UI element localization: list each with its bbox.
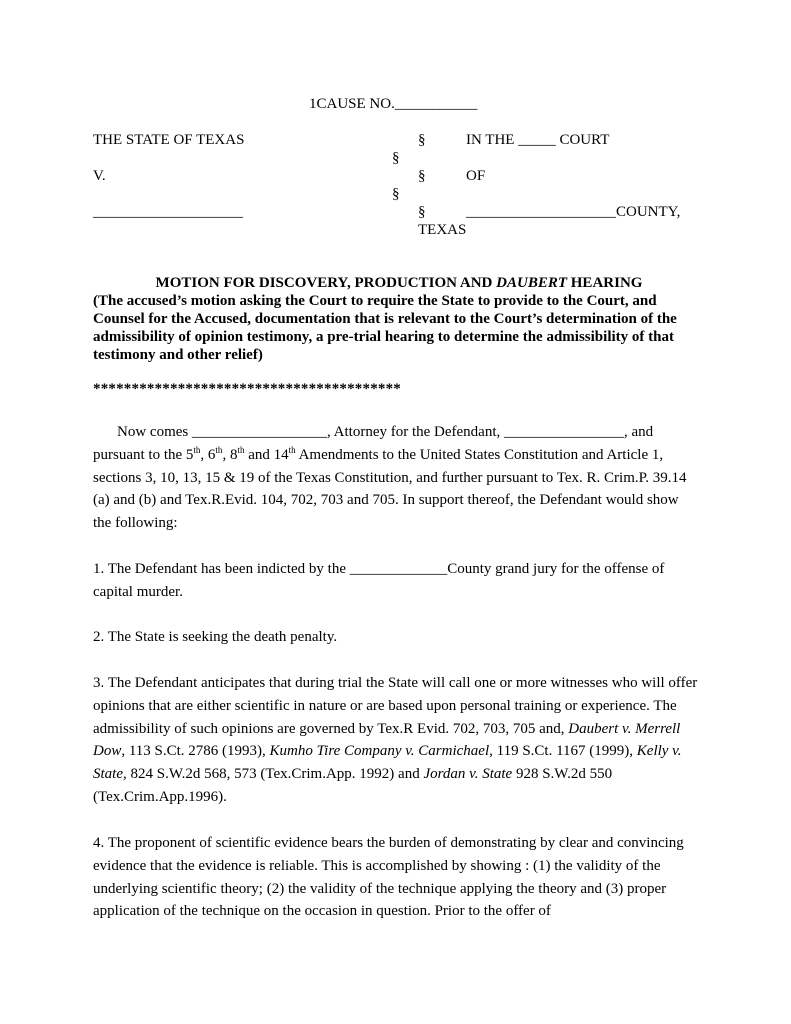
paragraph-1: 1. The Defendant has been indicted by the _____________County grand jury for the offense of capital murder. xyxy=(93,561,665,600)
paragraph-2: 2. The State is seeking the death penalty. xyxy=(93,629,338,645)
separator-line: **************************************** xyxy=(93,381,401,397)
motion-heading xyxy=(93,274,705,364)
section-mark: § xyxy=(392,186,400,202)
caption-texas: TEXAS xyxy=(418,222,467,238)
section-mark: § xyxy=(418,168,426,184)
paragraph-3: 3. The Defendant anticipates that during trial the State will call one or more witnesses who will offer opinions that are either scientific in nature or are based upon personal training or experience. The admissibility of such opinions are governed by Tex.R Evid. 702, 703, 705 and, Daubert v. Merrell Dow, 113 S.Ct. 2786 (1993), Kumho Tire Company v. Carmichael, 119 S.Ct. 1167 (1999), Kelly v. State, 824 S.W.2d 568, 573 (Tex.Crim.App. 1992) and Jordan v. State 928 S.W.2d 550 (Tex.Crim.App.1996). xyxy=(93,675,698,805)
caption-state: THE STATE OF TEXAS xyxy=(93,132,245,148)
caption-versus: V. xyxy=(93,168,106,184)
motion-subtitle: (The accused’s motion asking the Court to require the State to provide to the Court, and Counsel for the Accused, documentation that is relevant to the Court’s determination of the admissibility of opinion testimony, a pre-trial hearing to determine the admissibility of that testimony and other relief) xyxy=(93,293,677,363)
paragraph-4: 4. The proponent of scientific evidence bears the burden of demonstrating by clear and convincing evidence that the evidence is reliable. This is accomplished by showing : (1) the validity of the underlying scientific theory; (2) the validity of the technique applying the theory and (3) proper application of the technique on the occasion in question. Prior to the offer of xyxy=(93,835,684,920)
section-mark: § xyxy=(418,132,426,148)
motion-title: MOTION FOR DISCOVERY, PRODUCTION AND DAUBERT HEARING xyxy=(155,275,643,291)
caption-defendant-blank: ____________________ xyxy=(93,204,243,220)
caption-of: OF xyxy=(466,168,486,184)
section-mark: § xyxy=(418,204,426,220)
cause-number: 1CAUSE NO.___________ xyxy=(309,96,478,112)
caption-county: ____________________COUNTY, xyxy=(466,204,681,220)
section-mark: § xyxy=(392,150,400,166)
intro-paragraph: Now comes __________________, Attorney for the Defendant, ________________, and pursuant to the 5th, 6th, 8th and 14th Amendments to the United States Constitution and Article 1, sections 3, 10, 13, 15 & 19 of the Texas Constitution, and further pursuant to Tex. R. Crim.P. 39.14 (a) and (b) and Tex.R.Evid. 104, 702, 703 and 705. In support thereof, the Defendant would show the following: xyxy=(93,424,687,532)
caption-court: IN THE _____ COURT xyxy=(466,132,610,148)
